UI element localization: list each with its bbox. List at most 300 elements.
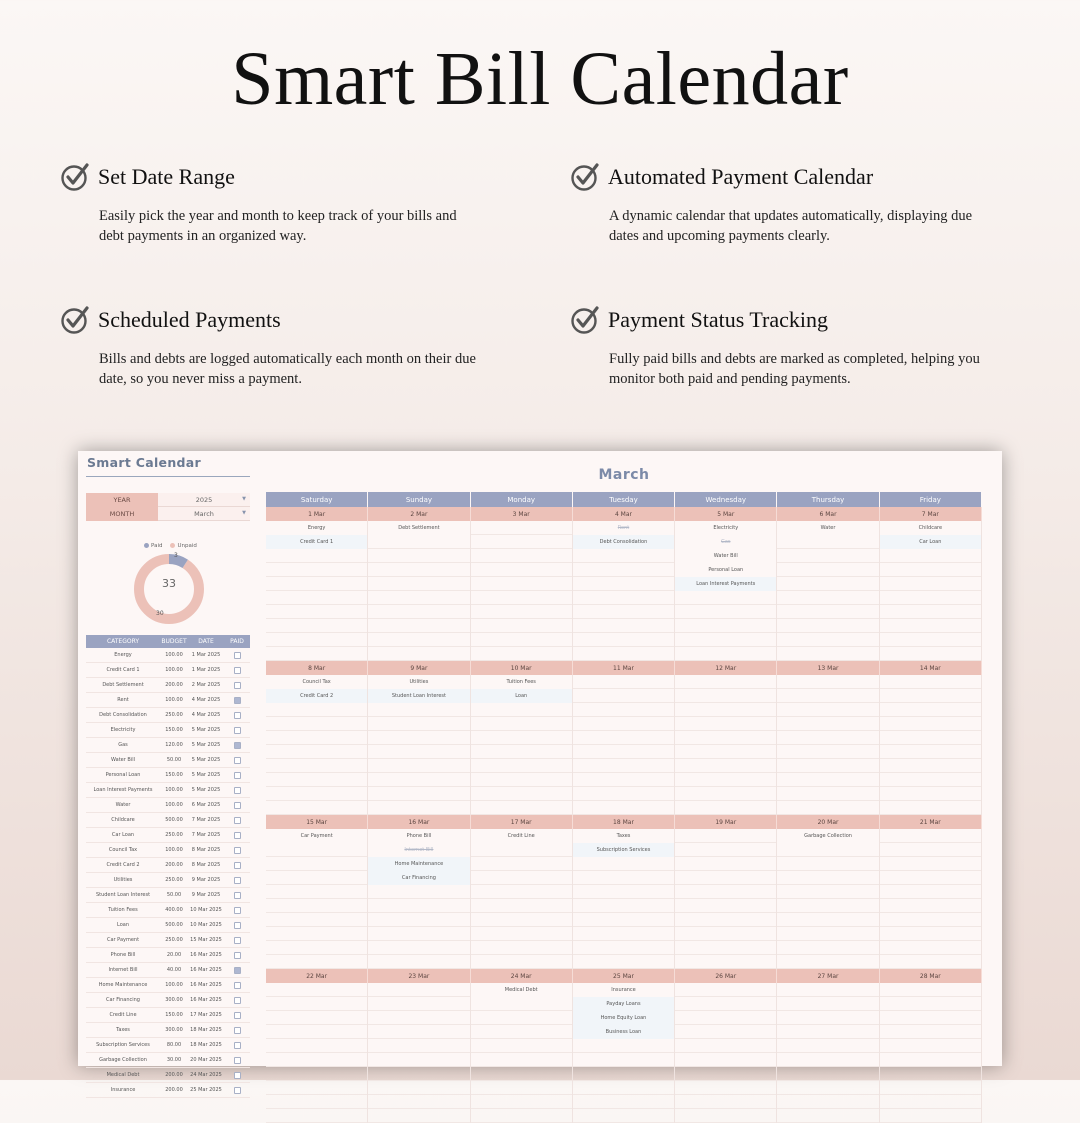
bill-budget: 250.00	[165, 712, 183, 718]
table-row	[86, 843, 250, 858]
bill-category: Childcare	[111, 817, 135, 823]
bill-date: 16 Mar 2025	[190, 952, 222, 958]
date-cell: 9 Mar	[368, 661, 470, 675]
table-row	[86, 768, 250, 783]
calendar-month-title: March	[598, 467, 650, 483]
weekday-friday: Friday	[880, 492, 982, 507]
bill-date: 17 Mar 2025	[190, 1012, 222, 1018]
calendar-event: Childcare	[880, 521, 981, 535]
chart-legend	[144, 543, 197, 549]
calendar-week	[266, 661, 982, 815]
bill-category: Council Tax	[108, 847, 138, 853]
bill-budget: 50.00	[166, 892, 182, 898]
date-cell: 11 Mar	[573, 661, 675, 675]
day-events-column	[368, 983, 470, 1123]
paid-checkbox[interactable]	[234, 967, 241, 974]
bill-category: Personal Loan	[105, 772, 141, 778]
week-events-grid	[266, 983, 982, 1123]
paid-checkbox[interactable]	[234, 922, 241, 929]
date-cell: 14 Mar	[880, 661, 982, 675]
calendar-grid	[266, 492, 982, 1123]
calendar-event: Car Payment	[266, 829, 367, 843]
calendar-event: Car Loan	[880, 535, 981, 549]
bill-budget: 100.00	[165, 697, 183, 703]
date-cell: 16 Mar	[368, 815, 470, 829]
paid-checkbox[interactable]	[234, 802, 241, 809]
header-date: DATE	[198, 638, 214, 645]
feature-name: Scheduled Payments	[98, 307, 281, 332]
calendar-event: Rent	[573, 521, 674, 535]
bill-budget: 80.00	[166, 1042, 182, 1048]
bill-category: Student Loan Interest	[95, 892, 151, 898]
day-events-column	[471, 521, 573, 661]
bill-budget: 100.00	[165, 802, 183, 808]
table-row	[86, 708, 250, 723]
calendar-event: Council Tax	[266, 675, 367, 689]
bill-category: Loan Interest Payments	[93, 787, 153, 793]
sheet-title: Smart Calendar	[87, 455, 201, 470]
bill-category: Debt Settlement	[102, 682, 144, 688]
bill-date: 16 Mar 2025	[190, 967, 222, 973]
bill-budget: 100.00	[165, 982, 183, 988]
feature-name: Set Date Range	[98, 164, 235, 189]
calendar-event: Car Financing	[368, 871, 469, 885]
bills-table-body	[86, 648, 250, 1098]
bill-category: Subscription Services	[96, 1042, 150, 1048]
date-cell: 21 Mar	[880, 815, 982, 829]
paid-checkbox[interactable]	[234, 847, 241, 854]
table-row	[86, 1023, 250, 1038]
bill-category: Home Maintenance	[98, 982, 148, 988]
day-events-column	[777, 983, 879, 1123]
table-row	[86, 993, 250, 1008]
day-events-column	[573, 983, 675, 1123]
bill-date: 24 Mar 2025	[190, 1072, 222, 1078]
table-row	[86, 873, 250, 888]
date-cell: 22 Mar	[266, 969, 368, 983]
date-cell: 6 Mar	[777, 507, 879, 521]
paid-checkbox[interactable]	[234, 742, 241, 749]
calendar-event: Taxes	[573, 829, 674, 843]
bill-date: 16 Mar 2025	[190, 982, 222, 988]
calendar-event: Garbage Collection	[777, 829, 878, 843]
donut-unpaid-count: 30	[156, 610, 164, 617]
feature-name: Payment Status Tracking	[608, 307, 829, 332]
table-row	[86, 648, 250, 663]
calendar-event: Medical Debt	[471, 983, 572, 997]
table-row	[86, 1038, 250, 1053]
paid-checkbox[interactable]	[234, 997, 241, 1004]
day-events-column	[880, 675, 982, 815]
day-events-column	[777, 829, 879, 969]
feature-description: Easily pick the year and month to keep track of your bills and debt payments in an organized way.	[99, 208, 457, 244]
table-row	[86, 963, 250, 978]
day-events-column	[368, 829, 470, 969]
bill-date: 18 Mar 2025	[190, 1027, 222, 1033]
bill-date: 16 Mar 2025	[190, 997, 222, 1003]
bill-category: Loan	[117, 922, 129, 928]
calendar-event: Business Loan	[573, 1025, 674, 1039]
calendar-event: Student Loan Interest	[368, 689, 469, 703]
bill-category: Debt Consolidation	[99, 712, 147, 718]
bill-category: Phone Bill	[110, 952, 136, 958]
day-events-column	[777, 521, 879, 661]
calendar-event: Water	[777, 521, 878, 535]
week-dates-row	[266, 507, 982, 521]
table-row	[86, 753, 250, 768]
unpaid-dot-icon	[170, 543, 175, 548]
bill-category: Utilities	[113, 877, 133, 883]
paid-checkbox[interactable]	[234, 652, 241, 659]
bill-budget: 150.00	[165, 1012, 183, 1018]
table-row	[86, 858, 250, 873]
legend-unpaid: Unpaid	[170, 543, 196, 549]
date-cell: 10 Mar	[471, 661, 573, 675]
bill-budget: 200.00	[165, 862, 183, 868]
bill-category: Credit Card 2	[106, 862, 140, 868]
paid-checkbox[interactable]	[234, 907, 241, 914]
day-events-column	[880, 829, 982, 969]
paid-checkbox[interactable]	[234, 1012, 241, 1019]
bill-date: 7 Mar 2025	[191, 832, 221, 838]
calendar-event: Credit Card 1	[266, 535, 367, 549]
week-dates-row	[266, 661, 982, 675]
donut-total: 33	[162, 577, 176, 590]
week-events-grid	[266, 675, 982, 815]
weekday-monday: Monday	[471, 492, 573, 507]
bill-category: Rent	[117, 697, 129, 703]
bill-budget: 200.00	[165, 682, 183, 688]
table-row	[86, 828, 250, 843]
bill-date: 1 Mar 2025	[191, 667, 221, 673]
bill-date: 5 Mar 2025	[191, 772, 221, 778]
month-selector	[86, 507, 250, 521]
year-label: YEAR	[86, 493, 158, 507]
calendar-event: Payday Loans	[573, 997, 674, 1011]
calendar-event: Credit Line	[471, 829, 572, 843]
date-cell: 25 Mar	[573, 969, 675, 983]
bill-category: Electricity	[110, 727, 136, 733]
bill-category: Car Payment	[106, 937, 140, 943]
paid-checkbox[interactable]	[234, 682, 241, 689]
day-events-column	[573, 675, 675, 815]
bill-budget: 150.00	[165, 772, 183, 778]
bill-category: Credit Line	[109, 1012, 137, 1018]
day-events-column	[777, 675, 879, 815]
bill-date: 7 Mar 2025	[191, 817, 221, 823]
bill-budget: 30.00	[166, 1057, 182, 1063]
paid-checkbox[interactable]	[234, 892, 241, 899]
day-events-column	[675, 675, 777, 815]
header-budget: BUDGET	[161, 638, 187, 645]
bill-date: 10 Mar 2025	[190, 922, 222, 928]
table-row	[86, 678, 250, 693]
bill-category: Garbage Collection	[99, 1057, 147, 1063]
day-events-column	[675, 983, 777, 1123]
date-cell: 1 Mar	[266, 507, 368, 521]
date-cell: 28 Mar	[880, 969, 982, 983]
bills-table	[86, 635, 250, 1098]
bill-budget: 250.00	[165, 937, 183, 943]
date-cell: 3 Mar	[471, 507, 573, 521]
paid-checkbox[interactable]	[234, 772, 241, 779]
bill-budget: 400.00	[165, 907, 183, 913]
bill-date: 6 Mar 2025	[191, 802, 221, 808]
bill-date: 4 Mar 2025	[191, 697, 221, 703]
weekday-header	[266, 492, 982, 507]
page-title: Smart Bill Calendar	[231, 37, 849, 121]
bill-budget: 200.00	[165, 1087, 183, 1093]
chevron-down-icon[interactable]: ▼	[242, 510, 246, 516]
day-events-column	[266, 983, 368, 1123]
table-row	[86, 663, 250, 678]
paid-checkbox[interactable]	[234, 712, 241, 719]
paid-checkbox[interactable]	[234, 1042, 241, 1049]
calendar-week	[266, 815, 982, 969]
bill-date: 2 Mar 2025	[191, 682, 221, 688]
calendar-event: Credit Card 2	[266, 689, 367, 703]
bill-category: Gas	[118, 742, 128, 748]
check-circle-icon	[60, 305, 90, 335]
paid-checkbox[interactable]	[234, 787, 241, 794]
year-selector	[86, 493, 250, 507]
calendar-event: Phone Bill	[368, 829, 469, 843]
bill-date: 10 Mar 2025	[190, 907, 222, 913]
bill-budget: 150.00	[165, 727, 183, 733]
week-dates-row	[266, 969, 982, 983]
bill-date: 8 Mar 2025	[191, 847, 221, 853]
bill-date: 5 Mar 2025	[191, 742, 221, 748]
date-cell: 15 Mar	[266, 815, 368, 829]
day-events-column	[368, 675, 470, 815]
table-row	[86, 918, 250, 933]
bill-category: Car Loan	[111, 832, 135, 838]
calendar-event: Loan	[471, 689, 572, 703]
calendar-event: Tuition Fees	[471, 675, 572, 689]
paid-checkbox[interactable]	[234, 1027, 241, 1034]
bill-date: 25 Mar 2025	[190, 1087, 222, 1093]
bill-date: 4 Mar 2025	[191, 712, 221, 718]
header-paid: PAID	[230, 638, 244, 645]
feature-description: Bills and debts are logged automatically each month on their due date, so you never miss a payment.	[99, 351, 476, 387]
weekday-sunday: Sunday	[368, 492, 470, 507]
bill-date: 8 Mar 2025	[191, 862, 221, 868]
day-events-column	[675, 829, 777, 969]
month-label: MONTH	[86, 507, 158, 521]
check-circle-icon	[60, 162, 90, 192]
bill-budget: 300.00	[165, 997, 183, 1003]
bill-category: Tuition Fees	[108, 907, 138, 913]
day-events-column	[266, 675, 368, 815]
bill-category: Insurance	[110, 1087, 136, 1093]
year-value: 2025	[195, 495, 213, 504]
table-row	[86, 903, 250, 918]
weekday-thursday: Thursday	[777, 492, 879, 507]
bill-date: 5 Mar 2025	[191, 727, 221, 733]
date-cell: 27 Mar	[777, 969, 879, 983]
calendar-week	[266, 969, 982, 1123]
bill-date: 18 Mar 2025	[190, 1042, 222, 1048]
feature-scheduled-payments	[60, 305, 480, 389]
bill-category: Water Bill	[111, 757, 135, 763]
calendar-event: Electricity	[675, 521, 776, 535]
bill-budget: 100.00	[165, 652, 183, 658]
day-events-column	[471, 983, 573, 1123]
bills-table-header	[86, 635, 250, 648]
month-dropdown[interactable]	[158, 507, 250, 521]
date-cell: 24 Mar	[471, 969, 573, 983]
bill-category: Credit Card 1	[106, 667, 140, 673]
calendar-event: Debt Consolidation	[573, 535, 674, 549]
bill-date: 20 Mar 2025	[190, 1057, 222, 1063]
calendar-event: Debt Settlement	[368, 521, 469, 535]
table-row	[86, 1053, 250, 1068]
day-events-column	[266, 829, 368, 969]
bill-budget: 500.00	[165, 922, 183, 928]
table-row	[86, 1068, 250, 1083]
day-events-column	[471, 829, 573, 969]
date-cell: 8 Mar	[266, 661, 368, 675]
paid-checkbox[interactable]	[234, 937, 241, 944]
table-row	[86, 933, 250, 948]
paid-checkbox[interactable]	[234, 1072, 241, 1079]
day-events-column	[880, 521, 982, 661]
chevron-down-icon[interactable]: ▼	[242, 496, 246, 502]
weekday-saturday: Saturday	[266, 492, 368, 507]
calendar-event: Subscription Services	[573, 843, 674, 857]
table-row	[86, 888, 250, 903]
bill-category: Car Financing	[106, 997, 140, 1003]
calendar-event: Personal Loan	[675, 563, 776, 577]
calendar-event: Home Equity Loan	[573, 1011, 674, 1025]
bill-category: Medical Debt	[106, 1072, 140, 1078]
day-events-column	[266, 521, 368, 661]
bill-budget: 250.00	[165, 832, 183, 838]
bill-budget: 50.00	[166, 757, 182, 763]
bill-date: 15 Mar 2025	[190, 937, 222, 943]
bill-date: 5 Mar 2025	[191, 757, 221, 763]
date-cell: 12 Mar	[675, 661, 777, 675]
table-row	[86, 738, 250, 753]
weekday-wednesday: Wednesday	[675, 492, 777, 507]
date-cell: 13 Mar	[777, 661, 879, 675]
check-circle-icon	[570, 162, 600, 192]
date-cell: 4 Mar	[573, 507, 675, 521]
feature-set-date-range	[60, 162, 480, 246]
week-events-grid	[266, 829, 982, 969]
day-events-column	[573, 829, 675, 969]
paid-checkbox[interactable]	[234, 877, 241, 884]
bill-date: 9 Mar 2025	[191, 877, 221, 883]
bill-category: Taxes	[116, 1027, 130, 1033]
calendar-weeks	[266, 507, 982, 1123]
paid-checkbox[interactable]	[234, 727, 241, 734]
day-events-column	[675, 521, 777, 661]
paid-checkbox[interactable]	[234, 1057, 241, 1064]
date-cell: 18 Mar	[573, 815, 675, 829]
table-row	[86, 978, 250, 993]
calendar-event: Utilities	[368, 675, 469, 689]
month-value: March	[194, 509, 214, 518]
title-underline	[86, 476, 250, 477]
spreadsheet-window	[78, 451, 1002, 1093]
paid-checkbox[interactable]	[234, 817, 241, 824]
table-row	[86, 948, 250, 963]
bill-date: 1 Mar 2025	[191, 652, 221, 658]
bill-category: Water	[115, 802, 131, 808]
legend-paid: Paid	[144, 543, 162, 549]
date-cell: 19 Mar	[675, 815, 777, 829]
date-cell: 26 Mar	[675, 969, 777, 983]
calendar-event: Internet Bill	[368, 843, 469, 857]
day-events-column	[880, 983, 982, 1123]
calendar-event: Insurance	[573, 983, 674, 997]
weekday-tuesday: Tuesday	[573, 492, 675, 507]
calendar-event: Home Maintenance	[368, 857, 469, 871]
bill-budget: 100.00	[165, 667, 183, 673]
date-cell: 20 Mar	[777, 815, 879, 829]
table-row	[86, 813, 250, 828]
feature-status-tracking	[570, 305, 990, 389]
date-cell: 7 Mar	[880, 507, 982, 521]
date-cell: 2 Mar	[368, 507, 470, 521]
donut-paid-count: 3	[174, 552, 178, 559]
table-row	[86, 723, 250, 738]
calendar-week	[266, 507, 982, 661]
feature-description: Fully paid bills and debts are marked as completed, helping you monitor both paid and pending payments.	[609, 351, 980, 387]
table-row	[86, 693, 250, 708]
paid-checkbox[interactable]	[234, 667, 241, 674]
check-circle-icon	[570, 305, 600, 335]
paid-checkbox[interactable]	[234, 862, 241, 869]
header-category: CATEGORY	[106, 638, 140, 645]
paid-checkbox[interactable]	[234, 1087, 241, 1094]
bill-date: 5 Mar 2025	[191, 787, 221, 793]
bill-budget: 120.00	[165, 742, 183, 748]
paid-checkbox[interactable]	[234, 982, 241, 989]
paid-checkbox[interactable]	[234, 952, 241, 959]
bill-budget: 100.00	[165, 787, 183, 793]
bill-budget: 20.00	[166, 952, 182, 958]
calendar-event: Gas	[675, 535, 776, 549]
day-events-column	[471, 675, 573, 815]
calendar-event: Water Bill	[675, 549, 776, 563]
bill-category: Energy	[114, 652, 132, 658]
bill-budget: 40.00	[166, 967, 182, 973]
paid-checkbox[interactable]	[234, 757, 241, 764]
table-row	[86, 798, 250, 813]
paid-dot-icon	[144, 543, 149, 548]
bill-budget: 100.00	[165, 847, 183, 853]
bill-category: Internet Bill	[108, 967, 138, 973]
feature-description: A dynamic calendar that updates automatically, displaying due dates and upcoming payments clearly.	[609, 208, 973, 244]
week-dates-row	[266, 815, 982, 829]
bill-budget: 200.00	[165, 1072, 183, 1078]
day-events-column	[368, 521, 470, 661]
bill-budget: 300.00	[165, 1027, 183, 1033]
feature-name: Automated Payment Calendar	[608, 164, 874, 189]
table-row	[86, 1083, 250, 1098]
paid-checkbox[interactable]	[234, 697, 241, 704]
date-cell: 5 Mar	[675, 507, 777, 521]
day-events-column	[573, 521, 675, 661]
year-dropdown[interactable]	[158, 493, 250, 507]
bill-budget: 500.00	[165, 817, 183, 823]
calendar-event: Energy	[266, 521, 367, 535]
feature-automated-calendar	[570, 162, 990, 246]
paid-checkbox[interactable]	[234, 832, 241, 839]
table-row	[86, 1008, 250, 1023]
